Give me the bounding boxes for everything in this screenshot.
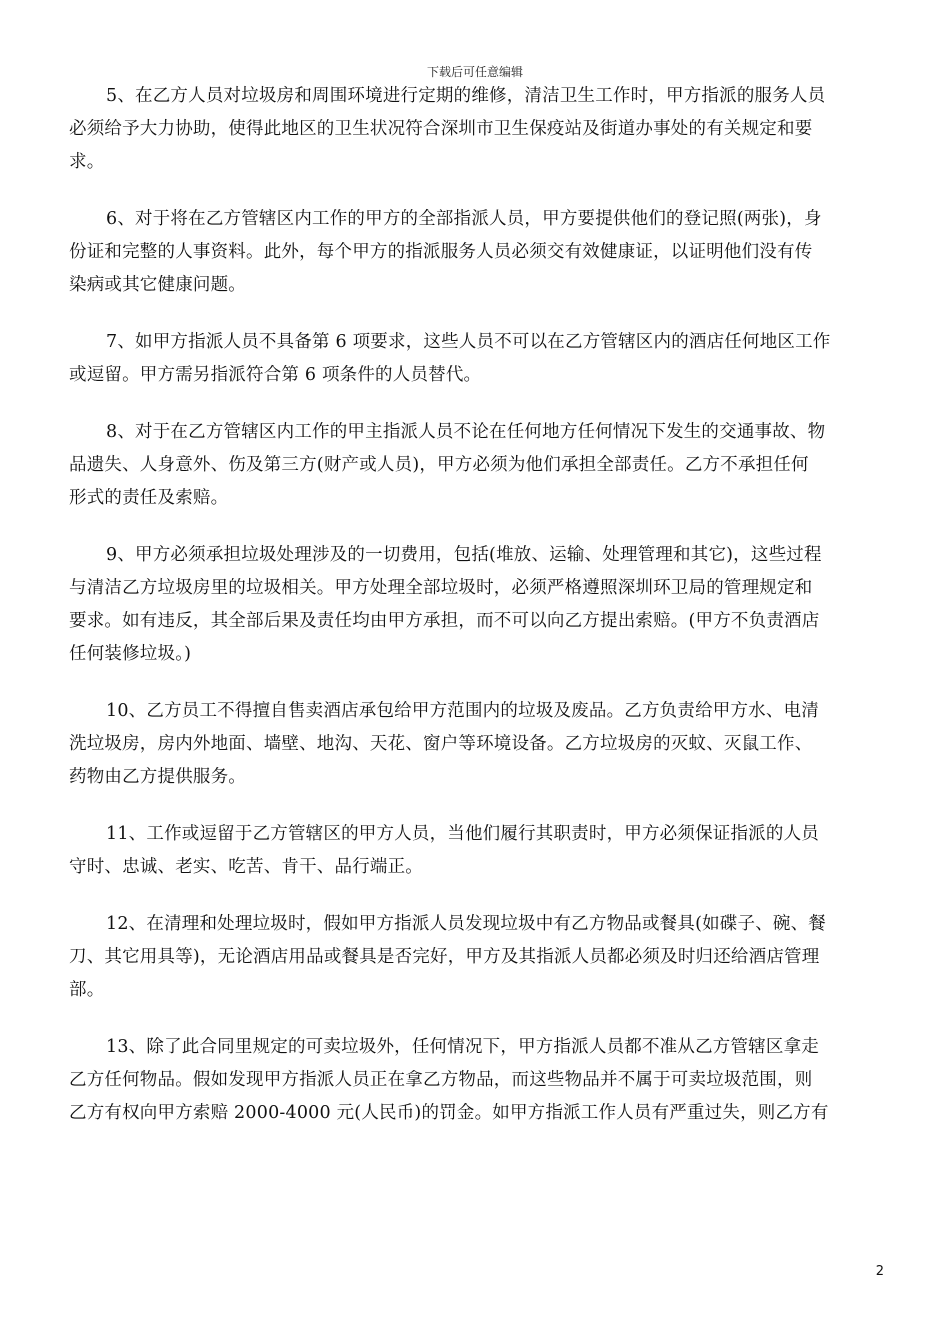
clause-line: 刀、其它用具等)，无论酒店用品或餐具是否完好，甲方及其指派人员都必须及时归还给酒店管理: [69, 947, 820, 967]
clause-11: [69, 818, 881, 884]
clause-line: 任何装修垃圾。): [69, 644, 192, 664]
clause-line: 药物由乙方提供服务。: [69, 767, 246, 787]
document-body: [69, 80, 881, 1154]
clause-line: 12、在清理和处理垃圾时，假如甲方指派人员发现垃圾中有乙方物品或餐具(如碟子、碗、餐: [106, 914, 826, 934]
clause-line: 品遗失、人身意外、伤及第三方(财产或人员)，甲方必须为他们承担全部责任。乙方不承担任何: [69, 455, 809, 475]
clause-line: 要求。如有违反，其全部后果及责任均由甲方承担，而不可以向乙方提出索赔。(甲方不负责酒店: [69, 611, 820, 631]
clause-7: [69, 326, 881, 392]
clause-line: 守时、忠诚、老实、吃苦、肯干、品行端正。: [69, 857, 423, 877]
clause-5: [69, 80, 881, 179]
clause-line: 乙方任何物品。假如发现甲方指派人员正在拿乙方物品，而这些物品并不属于可卖垃圾范围，则: [69, 1070, 813, 1090]
clause-line: 与清洁乙方垃圾房里的垃圾相关。甲方处理全部垃圾时，必须严格遵照深圳环卫局的管理规定和: [69, 578, 813, 598]
clause-line: 7、如甲方指派人员不具备第 6 项要求，这些人员不可以在乙方管辖区内的酒店任何地区工作: [106, 332, 831, 352]
clause-13: [69, 1031, 881, 1130]
clause-line: 10、乙方员工不得擅自售卖酒店承包给甲方范围内的垃圾及废品。乙方负责给甲方水、电清: [106, 701, 819, 721]
clause-line: 乙方有权向甲方索赔 2000-4000 元(人民币)的罚金。如甲方指派工作人员有严重过失，则乙方有: [69, 1103, 829, 1123]
clause-line: 形式的责任及索赔。: [69, 488, 229, 508]
clause-line: 13、除了此合同里规定的可卖垃圾外，任何情况下，甲方指派人员都不准从乙方管辖区拿走: [106, 1037, 819, 1057]
clause-line: 或逗留。甲方需另指派符合第 6 项条件的人员替代。: [69, 365, 482, 385]
clause-line: 6、对于将在乙方管辖区内工作的甲方的全部指派人员，甲方要提供他们的登记照(两张)，身: [106, 209, 822, 229]
clause-6: [69, 203, 881, 302]
clause-line: 洗垃圾房，房内外地面、墙壁、地沟、天花、窗户等环境设备。乙方垃圾房的灭蚊、灭鼠工作、: [69, 734, 813, 754]
clause-line: 5、在乙方人员对垃圾房和周围环境进行定期的维修，清洁卫生工作时，甲方指派的服务人员: [106, 86, 826, 106]
clause-line: 9、甲方必须承担垃圾处理涉及的一切费用，包括(堆放、运输、处理管理和其它)，这些过程: [106, 545, 822, 565]
page-number: 2: [875, 1264, 884, 1279]
clause-line: 求。: [69, 152, 105, 172]
clause-line: 份证和完整的人事资料。此外，每个甲方的指派服务人员必须交有效健康证，以证明他们没有传: [69, 242, 813, 262]
clause-line: 11、工作或逗留于乙方管辖区的甲方人员，当他们履行其职责时，甲方必须保证指派的人员: [106, 824, 819, 844]
clause-9: [69, 539, 881, 671]
clause-10: [69, 695, 881, 794]
clause-line: 部。: [69, 980, 105, 1000]
clause-line: 染病或其它健康问题。: [69, 275, 246, 295]
header-note: 下载后可任意编辑: [426, 65, 523, 79]
clause-12: [69, 908, 881, 1007]
clause-8: [69, 416, 881, 515]
clause-line: 8、对于在乙方管辖区内工作的甲主指派人员不论在任何地方任何情况下发生的交通事故、物: [106, 422, 826, 442]
clause-line: 必须给予大力协助，使得此地区的卫生状况符合深圳市卫生保疫站及街道办事处的有关规定和要: [69, 119, 813, 139]
